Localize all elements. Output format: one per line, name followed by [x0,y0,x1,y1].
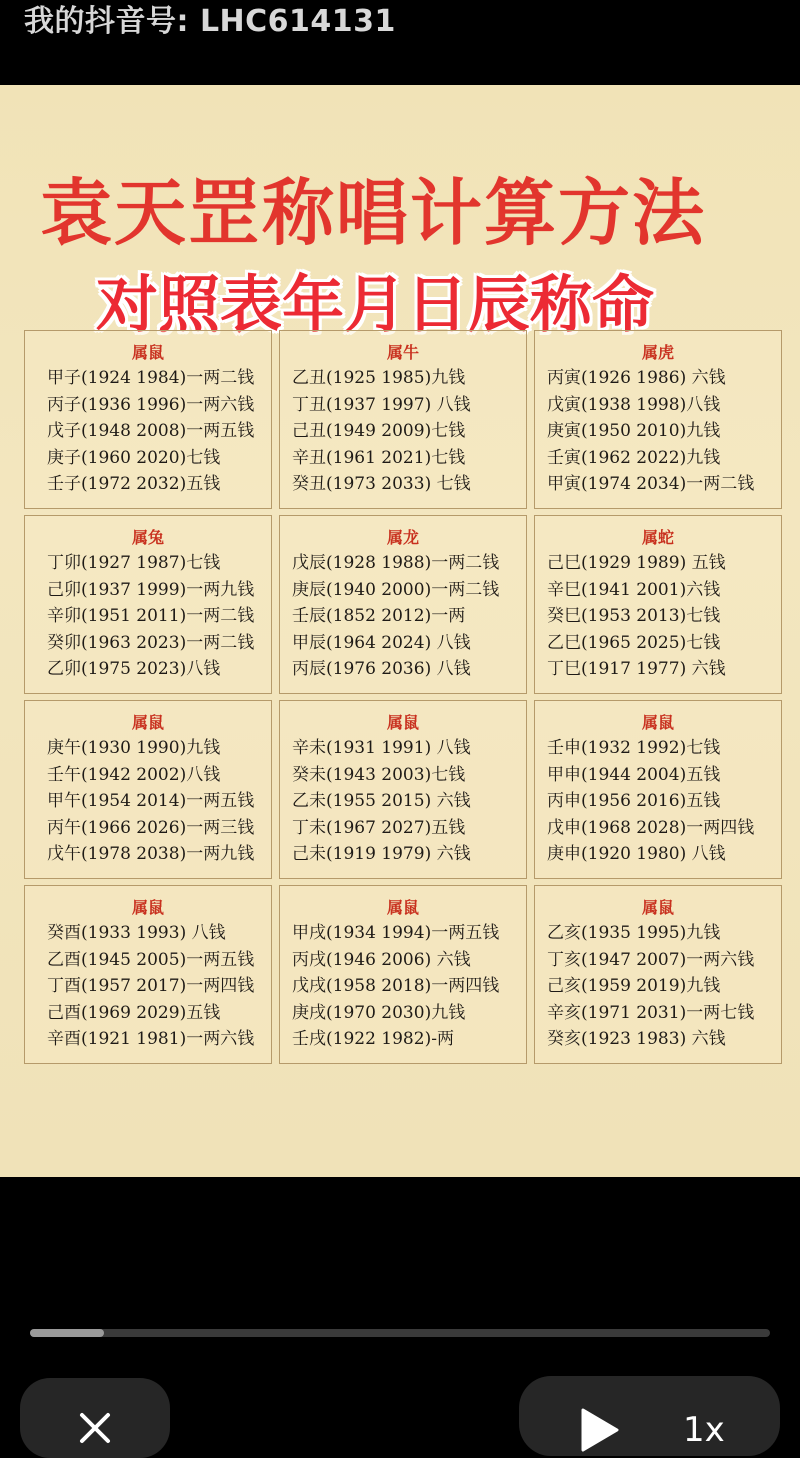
zodiac-row: 丙申(1956 2016)五钱 [547,791,721,811]
zodiac-row: 丁巳(1917 1977) 六钱 [547,659,726,679]
zodiac-row: 庚戌(1970 2030)九钱 [292,1002,466,1023]
zodiac-cell-header: 属蛇 [641,528,674,547]
zodiac-row: 己未(1919 1979) 六钱 [292,844,471,864]
zodiac-cell-header: 属龙 [386,528,419,547]
zodiac-cell [24,515,272,694]
zodiac-cell-header: 属兔 [131,528,164,547]
zodiac-cell-header: 属鼠 [641,713,674,732]
zodiac-row: 庚午(1930 1990)九钱 [47,738,221,758]
zodiac-cell-header: 属鼠 [131,898,164,917]
zodiac-row: 癸卯(1963 2023)一两二钱 [47,632,255,653]
zodiac-row: 乙未(1955 2015) 六钱 [292,791,471,811]
zodiac-row: 甲午(1954 2014)一两五钱 [47,791,255,811]
video-progress-bar[interactable] [30,1329,770,1337]
playback-controls [519,1376,780,1456]
zodiac-cell [24,700,272,879]
zodiac-cell [24,330,272,509]
zodiac-cell [279,515,527,694]
zodiac-row: 壬戌(1922 1982)-两 [292,1029,454,1049]
zodiac-row: 辛卯(1951 2011)一两二钱 [47,606,255,626]
zodiac-row: 丙辰(1976 2036) 八钱 [292,659,471,679]
zodiac-row: 己丑(1949 2009)七钱 [292,421,466,441]
zodiac-row: 壬寅(1962 2022)九钱 [547,447,721,468]
zodiac-cell-header: 属鼠 [131,713,164,732]
zodiac-cell [279,885,527,1064]
zodiac-row: 壬子(1972 2032)五钱 [47,474,221,494]
zodiac-cell-header: 属牛 [386,343,419,362]
zodiac-row: 壬午(1942 2002)八钱 [47,764,221,785]
zodiac-row: 戊辰(1928 1988)一两二钱 [292,553,500,573]
zodiac-cell-header: 属鼠 [386,713,419,732]
zodiac-cell [534,885,782,1064]
zodiac-cell [24,885,272,1064]
zodiac-row: 丙子(1936 1996)一两六钱 [47,394,255,415]
zodiac-row: 丁未(1967 2027)五钱 [292,817,466,838]
zodiac-row: 戊戌(1958 2018)一两四钱 [292,976,500,996]
zodiac-row: 丁丑(1937 1997) 八钱 [292,394,471,415]
zodiac-cell-header: 属鼠 [641,898,674,917]
zodiac-row: 乙巳(1965 2025)七钱 [547,632,721,653]
zodiac-row: 癸巳(1953 2013)七钱 [547,606,721,626]
zodiac-row: 辛亥(1971 2031)一两七钱 [547,1002,755,1023]
zodiac-row: 丁酉(1957 2017)一两四钱 [47,976,255,996]
close-button[interactable] [20,1378,170,1458]
zodiac-row: 戊寅(1938 1998)八钱 [547,394,721,415]
reference-chart-image [0,85,800,1177]
zodiac-cell [534,330,782,509]
zodiac-cell [279,700,527,879]
zodiac-row: 甲申(1944 2004)五钱 [547,764,721,785]
playback-speed-button[interactable]: 1x [683,1410,725,1450]
zodiac-row: 己亥(1959 2019)九钱 [547,976,721,996]
zodiac-row: 壬辰(1852 2012)一两 [292,606,466,626]
zodiac-row: 甲戌(1934 1994)一两五钱 [292,923,500,943]
zodiac-cell [534,700,782,879]
zodiac-row: 乙丑(1925 1985)九钱 [292,368,466,388]
zodiac-cell-header: 属鼠 [131,343,164,362]
zodiac-row: 壬申(1932 1992)七钱 [547,738,721,758]
zodiac-row: 戊午(1978 2038)一两九钱 [47,844,255,864]
zodiac-row: 甲辰(1964 2024) 八钱 [292,632,471,653]
zodiac-row: 甲子(1924 1984)一两二钱 [47,368,255,388]
zodiac-row: 己巳(1929 1989) 五钱 [547,553,726,573]
zodiac-row: 辛巳(1941 2001)六钱 [547,579,721,600]
zodiac-row: 丙午(1966 2026)一两三钱 [47,817,255,838]
zodiac-row: 庚申(1920 1980) 八钱 [547,844,726,864]
account-watermark: 我的抖音号: LHC614131 [24,4,396,39]
zodiac-row: 丁卯(1927 1987)七钱 [47,553,221,573]
zodiac-cell [534,515,782,694]
zodiac-cell-header: 属虎 [641,343,674,362]
zodiac-row: 辛丑(1961 2021)七钱 [292,447,466,468]
zodiac-row: 庚子(1960 2020)七钱 [47,447,221,468]
zodiac-row: 甲寅(1974 2034)一两二钱 [547,474,755,494]
zodiac-row: 戊申(1968 2028)一两四钱 [547,817,755,838]
chart-title: 袁天罡称唱计算方法 [40,171,707,255]
play-icon[interactable] [577,1408,621,1452]
zodiac-row: 癸酉(1933 1993) 八钱 [47,923,226,943]
zodiac-row: 辛未(1931 1991) 八钱 [292,738,471,758]
zodiac-cell-header: 属鼠 [386,898,419,917]
zodiac-row: 庚寅(1950 2010)九钱 [547,421,721,441]
zodiac-row: 癸未(1943 2003)七钱 [292,764,466,785]
zodiac-row: 丙戌(1946 2006) 六钱 [292,949,471,970]
zodiac-row: 辛酉(1921 1981)一两六钱 [47,1029,255,1049]
zodiac-row: 己卯(1937 1999)一两九钱 [47,579,255,600]
zodiac-row: 庚辰(1940 2000)一两二钱 [292,579,500,600]
zodiac-row: 癸丑(1973 2033) 七钱 [292,474,471,494]
zodiac-weight-grid [24,330,784,1064]
zodiac-cell [279,330,527,509]
zodiac-row: 乙亥(1935 1995)九钱 [547,923,721,943]
zodiac-row: 乙卯(1975 2023)八钱 [47,659,221,679]
zodiac-row: 丙寅(1926 1986) 六钱 [547,368,726,388]
close-icon [78,1411,112,1445]
chart-subtitle: 对照表年月日辰称命 [96,268,655,341]
zodiac-row: 癸亥(1923 1983) 六钱 [547,1029,726,1049]
zodiac-row: 己酉(1969 2029)五钱 [47,1002,221,1023]
zodiac-row: 乙酉(1945 2005)一两五钱 [47,949,255,970]
video-progress-fill [30,1329,104,1337]
zodiac-row: 戊子(1948 2008)一两五钱 [47,421,255,441]
zodiac-row: 丁亥(1947 2007)一两六钱 [547,949,755,970]
